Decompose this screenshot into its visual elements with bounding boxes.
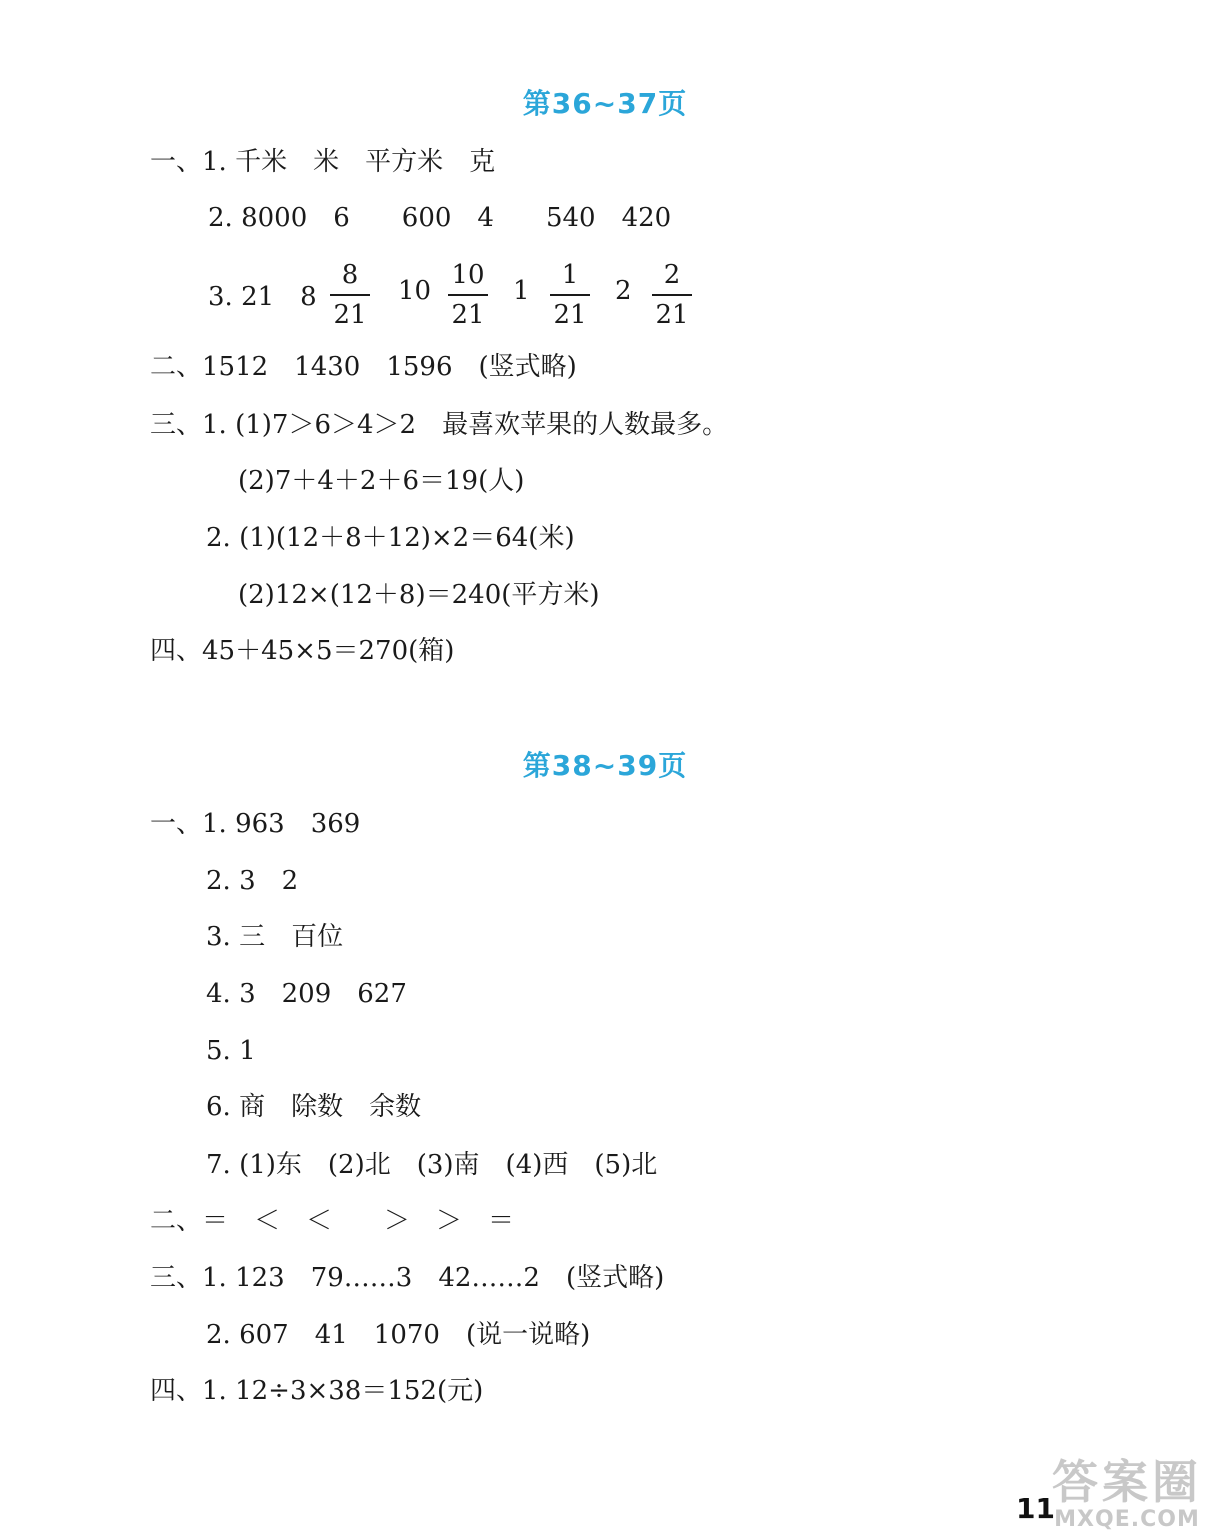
fraction-numerator: 10	[451, 260, 485, 290]
fraction-bar	[652, 294, 692, 296]
answer-line: 三、1. 123 79……3 42……2 (竖式略)	[150, 1263, 665, 1293]
answer-line: 2. 3 2	[206, 866, 299, 896]
answer-line: 6. 商 除数 余数	[206, 1092, 422, 1122]
answer-line: 2. (1)(12＋8＋12)×2＝64(米)	[206, 523, 575, 553]
fraction	[550, 258, 590, 332]
fraction-lead-number: 2	[615, 276, 632, 306]
answer-line: 二、＝ ＜ ＜ ＞ ＞ ＝	[150, 1206, 515, 1236]
answer-line: 一、1. 千米 米 平方米 克	[150, 147, 496, 177]
fraction-denominator: 21	[655, 300, 689, 330]
answer-line: (2)12×(12＋8)＝240(平方米)	[238, 580, 600, 610]
fraction-denominator: 21	[451, 300, 485, 330]
page-number: 11	[1016, 1492, 1055, 1525]
fraction	[448, 258, 488, 332]
answer-line: 5. 1	[206, 1036, 256, 1066]
answer-line: 2. 607 41 1070 (说一说略)	[206, 1320, 591, 1350]
watermark-logo: 答案圈	[1052, 1455, 1202, 1509]
answer-line: 7. (1)东 (2)北 (3)南 (4)西 (5)北	[206, 1150, 658, 1180]
fraction-numerator: 8	[341, 260, 359, 290]
watermark-site: MXQE.COM	[1054, 1507, 1200, 1532]
fraction-lead-number: 10	[398, 276, 432, 306]
fraction-lead-number: 1	[513, 276, 530, 306]
fraction-line-prefix: 3. 21 8	[208, 282, 317, 312]
fraction-bar	[550, 294, 590, 296]
answer-line: 四、1. 12÷3×38＝152(元)	[150, 1376, 484, 1406]
fraction-denominator: 21	[553, 300, 587, 330]
section-heading-36-37: 第36~37页	[522, 87, 688, 120]
answer-line: 2. 8000 6 600 4 540 420	[208, 203, 672, 233]
answer-line: 二、1512 1430 1596 (竖式略)	[150, 352, 577, 382]
answer-line: 四、45＋45×5＝270(箱)	[150, 636, 455, 666]
answer-line: 3. 三 百位	[206, 922, 344, 952]
fraction-bar	[448, 294, 488, 296]
answer-line: 4. 3 209 627	[206, 979, 407, 1009]
watermark	[1052, 1457, 1202, 1532]
fraction	[330, 258, 370, 332]
fraction	[652, 258, 692, 332]
section-heading-38-39: 第38~39页	[522, 749, 688, 782]
answer-line: (2)7＋4＋2＋6＝19(人)	[238, 466, 525, 496]
fraction-numerator: 2	[663, 260, 681, 290]
answer-line: 一、1. 963 369	[150, 809, 361, 839]
fraction-bar	[330, 294, 370, 296]
fraction-denominator: 21	[333, 300, 367, 330]
answer-line: 三、1. (1)7＞6＞4＞2 最喜欢苹果的人数最多。	[150, 410, 729, 440]
fraction-numerator: 1	[561, 260, 579, 290]
